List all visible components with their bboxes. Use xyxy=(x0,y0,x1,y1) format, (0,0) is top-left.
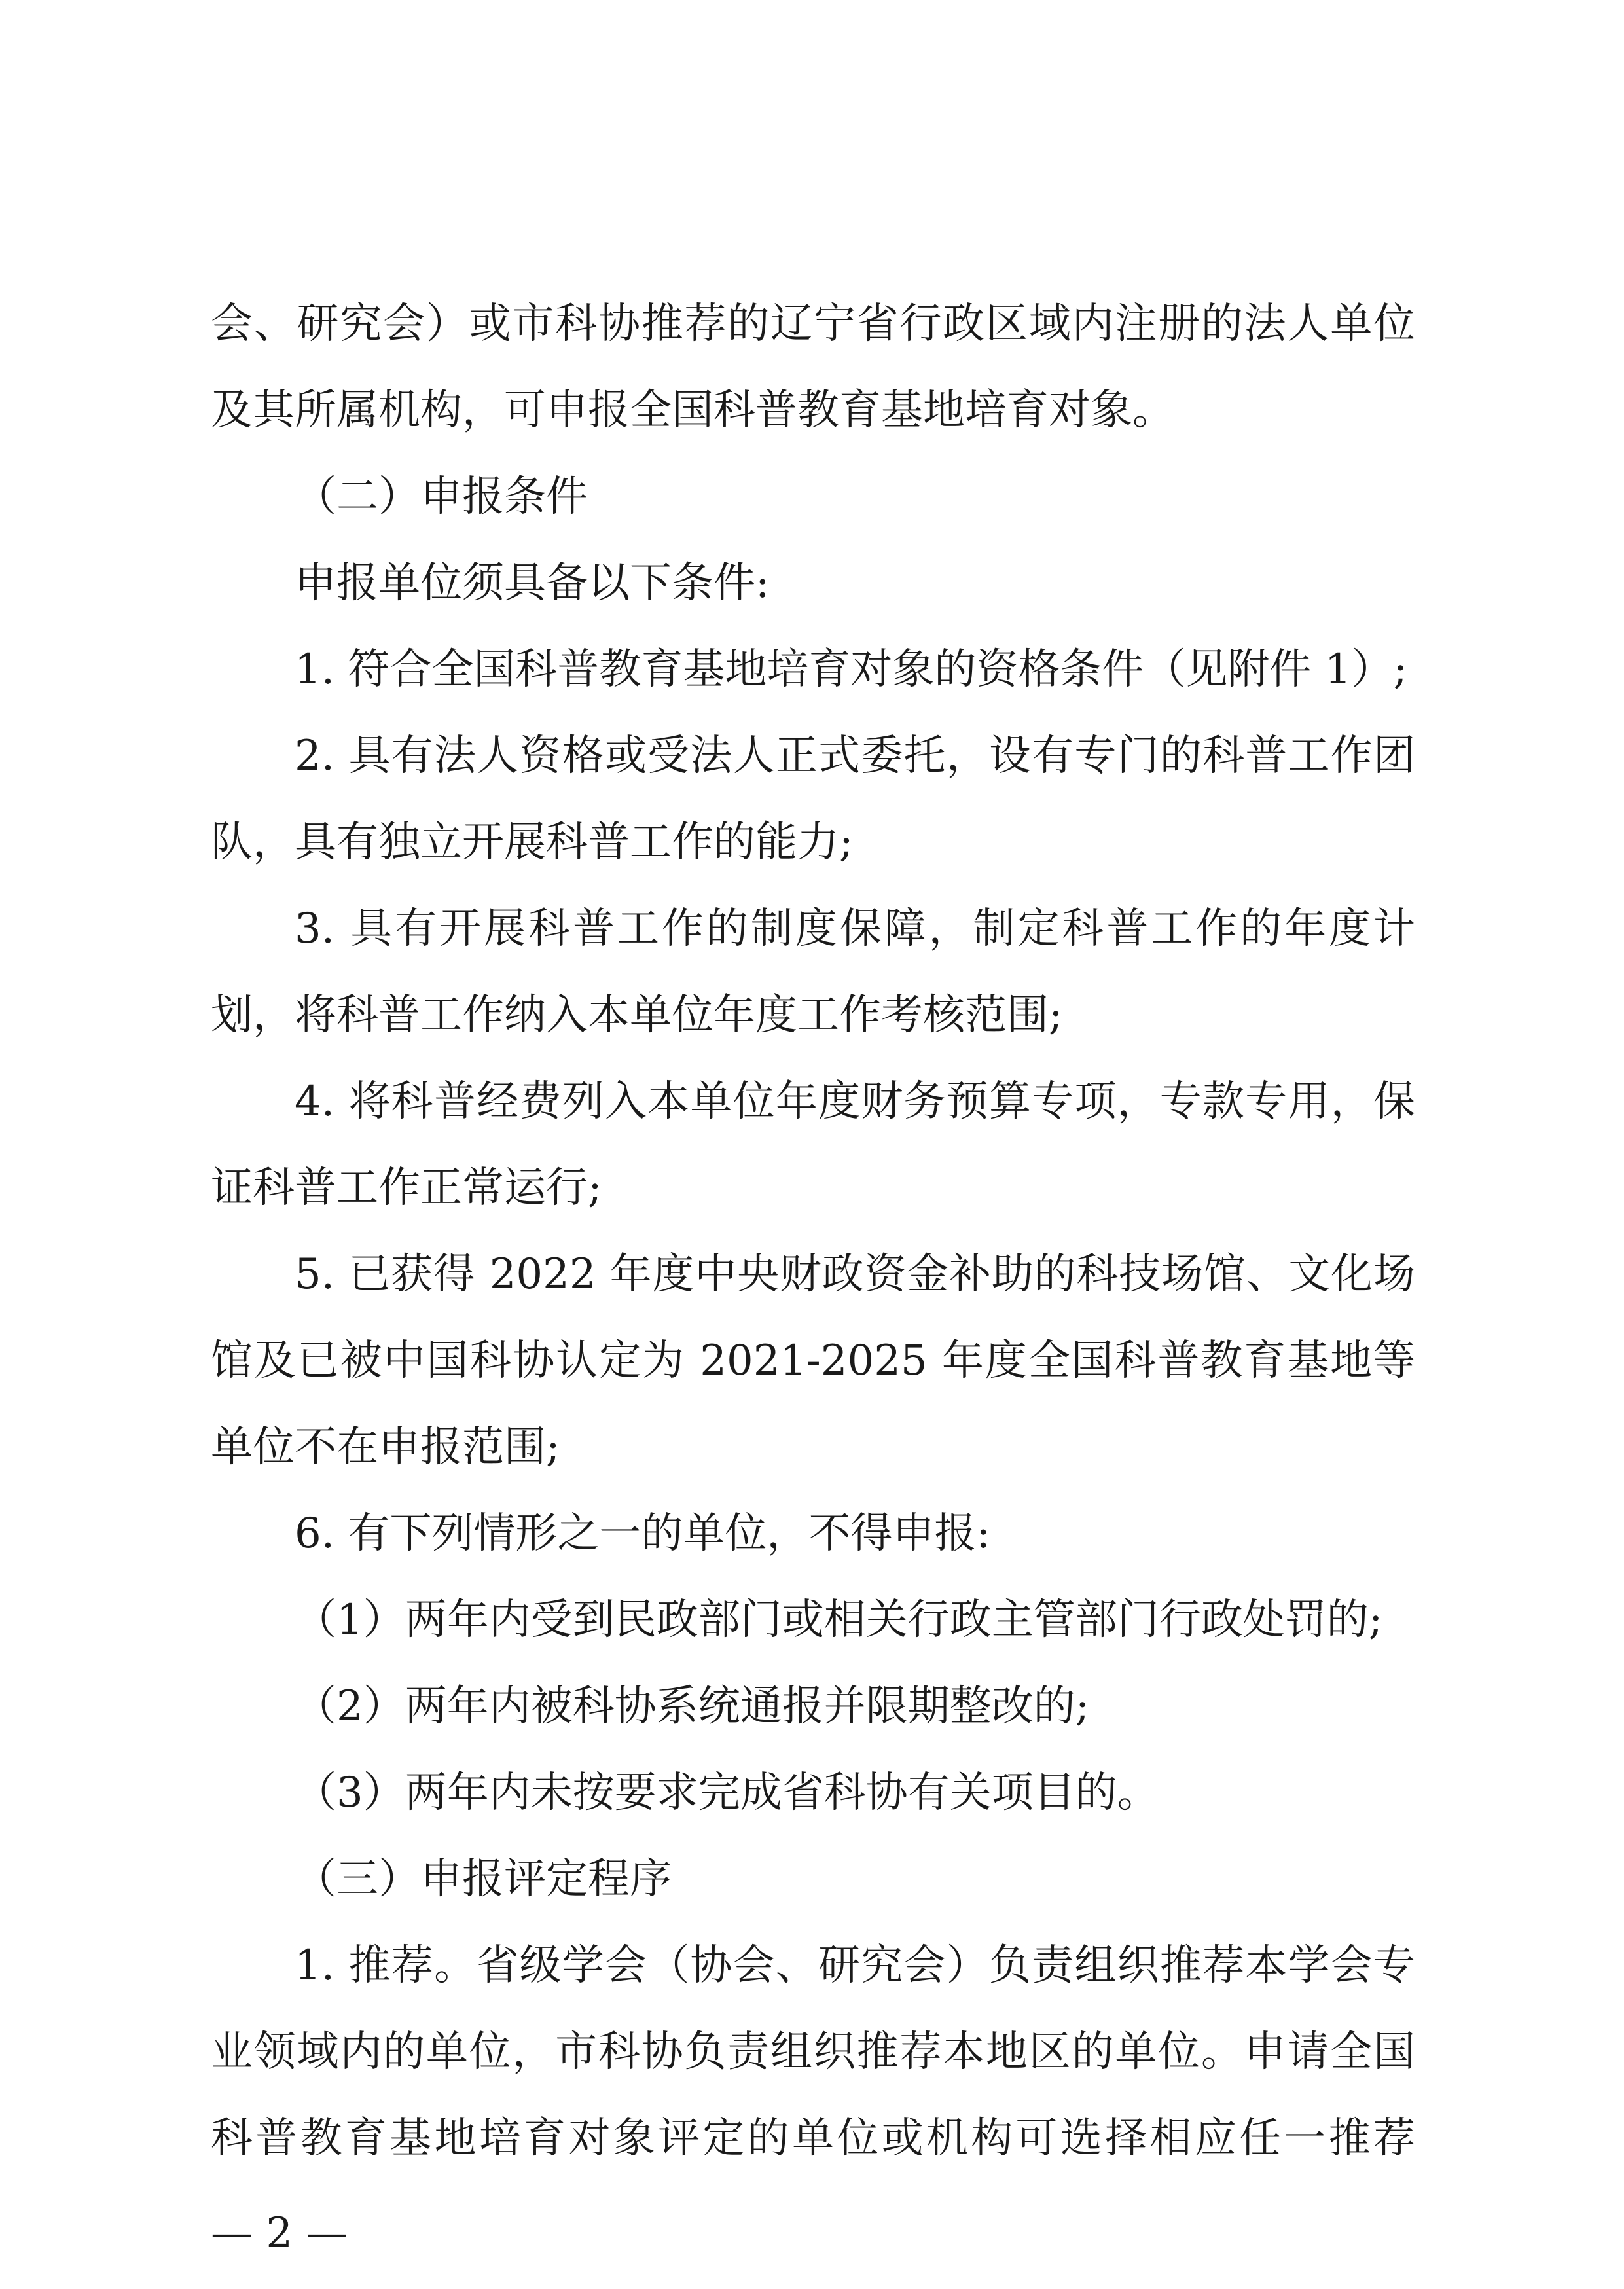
paragraph-line-1: 会、研究会）或市科协推荐的辽宁省行政区域内注册的法人单位 xyxy=(211,300,1415,348)
condition-item-5: 5. 已获得 2022 年度中央财政资金补助的科技场馆、文化场 xyxy=(295,1250,1415,1299)
exclusion-item-2: （2）两年内被科协系统通报并限期整改的; xyxy=(295,1682,1090,1731)
condition-item-4: 4. 将科普经费列入本单位年度财务预算专项，专款专用，保 xyxy=(295,1077,1415,1126)
procedure-item-1-cont: 业领域内的单位，市科协负责组织推荐本地区的单位。申请全国 xyxy=(211,2028,1415,2076)
page-number: — 2 — xyxy=(211,2209,348,2258)
procedure-item-1: 1. 推荐。省级学会（协会、研究会）负责组织推荐本学会专 xyxy=(295,1941,1415,1990)
procedure-item-1-cont-2: 科普教育基地培育对象评定的单位或机构可选择相应任一推荐 xyxy=(211,2114,1415,2163)
exclusion-item-3: （3）两年内未按要求完成省科协有关项目的。 xyxy=(295,1769,1159,1817)
condition-item-5-cont-2: 单位不在申报范围; xyxy=(211,1423,560,1471)
condition-item-2-cont: 队，具有独立开展科普工作的能力; xyxy=(211,818,854,867)
condition-item-6: 6. 有下列情形之一的单位，不得申报: xyxy=(295,1509,990,1558)
paragraph-line-2: 及其所属机构，可申报全国科普教育基地培育对象。 xyxy=(211,386,1174,435)
condition-item-5-cont: 馆及已被中国科协认定为 2021-2025 年度全国科普教育基地等 xyxy=(211,1337,1415,1385)
condition-item-1: 1. 符合全国科普教育基地培育对象的资格条件（见附件 1）; xyxy=(295,645,1408,694)
exclusion-item-1: （1）两年内受到民政部门或相关行政主管部门行政处罚的; xyxy=(295,1596,1383,1644)
condition-item-3: 3. 具有开展科普工作的制度保障，制定科普工作的年度计 xyxy=(295,905,1415,953)
paragraph-line-4: 申报单位须具备以下条件: xyxy=(295,559,770,607)
condition-item-3-cont: 划，将科普工作纳入本单位年度工作考核范围; xyxy=(211,991,1063,1039)
condition-item-2: 2. 具有法人资格或受法人正式委托，设有专门的科普工作团 xyxy=(295,732,1415,780)
condition-item-4-cont: 证科普工作正常运行; xyxy=(211,1164,602,1212)
section-heading-conditions: （二）申报条件 xyxy=(295,473,588,521)
section-heading-procedure: （三）申报评定程序 xyxy=(295,1855,672,1903)
